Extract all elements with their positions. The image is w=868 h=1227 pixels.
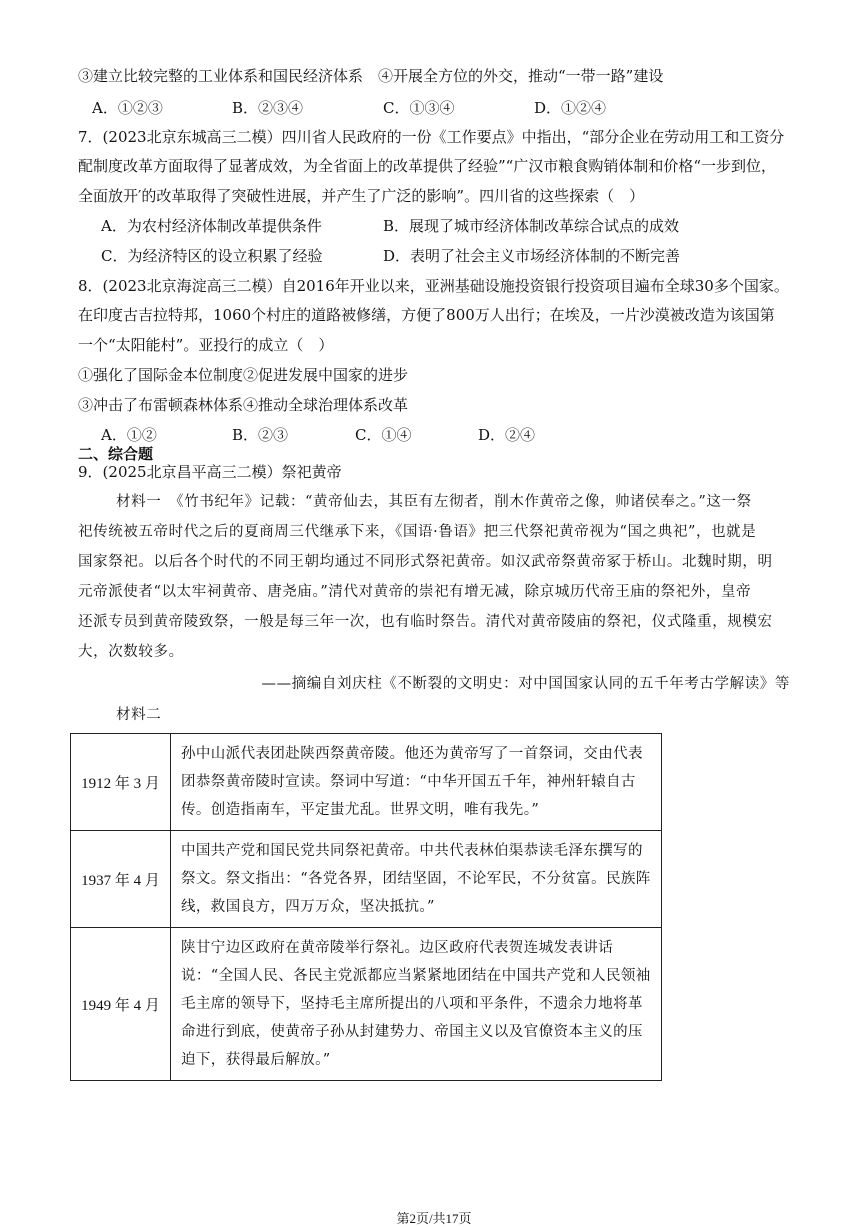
- q7-option-c: C．为经济特区的设立积累了经验: [101, 247, 323, 265]
- q7-stem-line-1: 7．(2023北京东城高三二模）四川省人民政府的一份《工作要点》中指出，“部分企业在劳动用工和工资分: [78, 128, 785, 146]
- q8-statement-line-2: ③冲击了布雷顿森林体系④推动全球治理体系改革: [78, 396, 409, 414]
- q8-option-a: A．①②: [101, 426, 157, 444]
- q6-option-d: D．①②④: [534, 99, 607, 117]
- history-table: [70, 733, 662, 1081]
- table-content-cell: 孙中山派代表团赴陕西祭黄帝陵。他还为黄帝写了一首祭词，交由代表团恭祭黄帝陵时宣读。祭词中写道：“中华开国五千年，神州轩辕自古传。创造指南车，平定蚩尤乱。世界文明，唯有我先。”: [171, 734, 662, 831]
- q8-statement-line-1: ①强化了国际金本位制度②促进发展中国家的进步: [78, 366, 409, 384]
- q7-option-a: A．为农村经济体制改革提供条件: [101, 217, 322, 235]
- q8-option-c: C．①④: [355, 426, 412, 444]
- q9-material1-line-5: 还派专员到黄帝陵致祭，一般是每三年一次，也有临时祭告。清代对黄帝陵庙的祭祀，仪式隆重，规模宏: [78, 614, 773, 630]
- table-row: [71, 928, 662, 1081]
- table-year-cell: 1937 年 4 月: [71, 831, 171, 928]
- q9-material1-line-3: 国家祭祀。以后各个时代的不同王朝均通过不同形式祭祀黄帝。如汉武帝祭黄帝冢于桥山。北魏时期，明: [78, 554, 773, 570]
- q9-material1-source: ——摘编自刘庆柱《不断裂的文明史：对中国国家认同的五千年考古学解读》等: [261, 676, 790, 692]
- q6-option-b: B．②③④: [232, 99, 304, 117]
- q8-stem-line-2: 在印度古吉拉特邦，1060个村庄的道路被修缮，方便了800万人出行；在埃及，一片沙漠被改造为该国第: [78, 306, 775, 324]
- q9-material1-line-4: 元帝派使者“以太牢祠黄帝、唐尧庙。”清代对黄帝的崇祀有增无减，除京城历代帝王庙的祭祀外，皇帝: [78, 584, 752, 600]
- q7-option-b: B．展现了城市经济体制改革综合试点的成效: [383, 217, 680, 235]
- q6-option-a: A．①②③: [92, 99, 163, 117]
- q7-stem-line-2: 配制度改革方面取得了显著成效，为全省面上的改革提供了经验”“广汉市粮食购销体制和价格“一步到位，: [78, 157, 777, 175]
- q9-title: 9．(2025北京昌平高三二模）祭祀黄帝: [78, 463, 342, 481]
- q6-statement-line: ③建立比较完整的工业体系和国民经济体系 ④开展全方位的外交，推动“一带一路”建设: [78, 67, 664, 85]
- table-row: [71, 734, 662, 831]
- q8-option-d: D．②④: [478, 426, 536, 444]
- q7-stem-line-3: 全面放开′的改革取得了突破性进展，并产生了广泛的影响”。四川省的这些探索（ ）: [78, 187, 645, 205]
- q9-material2-label: 材料二: [116, 707, 162, 723]
- q9-material1-line-2: 祀传统被五帝时代之后的夏商周三代继承下来，《国语·鲁语》把三代祭祀黄帝视为“国之典祀”，也就是: [78, 524, 757, 540]
- q9-material1-line-6: 大，次数较多。: [78, 644, 184, 660]
- page-number: 第2页/共17页: [396, 1211, 472, 1226]
- q8-stem-line-1: 8．(2023北京海淀高三二模）自2016年开业以来，亚洲基础设施投资银行投资项目遍布全球30多个国家。: [78, 277, 789, 295]
- q8-option-b: B．②③: [232, 426, 289, 444]
- q9-material1-line-1: 材料一 《竹书纪年》记载：“黄帝仙去，其臣有左彻者，削木作黄帝之像，帅诸侯奉之。”这一祭: [116, 494, 752, 510]
- q8-stem-line-3: 一个“太阳能村”。亚投行的成立（ ）: [78, 336, 334, 354]
- table-content-cell: 陕甘宁边区政府在黄帝陵举行祭礼。边区政府代表贺连城发表讲话说：“全国人民、各民主党派都应当紧紧地团结在中国共产党和人民领袖毛主席的领导下，坚持毛主席所提出的八项和平条件，不遗余力地将革命进行到底，使黄帝子孙从封建势力、帝国主义以及官僚资本主义的压迫下，获得最后解放。”: [171, 928, 662, 1081]
- table-row: [71, 831, 662, 928]
- q7-option-d: D．表明了社会主义市场经济体制的不断完善: [383, 247, 681, 265]
- q6-option-c: C．①③④: [383, 99, 455, 117]
- section-heading: 二、综合题: [78, 445, 154, 463]
- table-content-cell: 中国共产党和国民党共同祭祀黄帝。中共代表林伯渠恭读毛泽东撰写的祭文。祭文指出：“各党各界，团结坚固，不论军民，不分贫富。民族阵线，救国良方，四万万众，坚决抵抗。”: [171, 831, 662, 928]
- table-year-cell: 1949 年 4 月: [71, 928, 171, 1081]
- table-year-cell: 1912 年 3 月: [71, 734, 171, 831]
